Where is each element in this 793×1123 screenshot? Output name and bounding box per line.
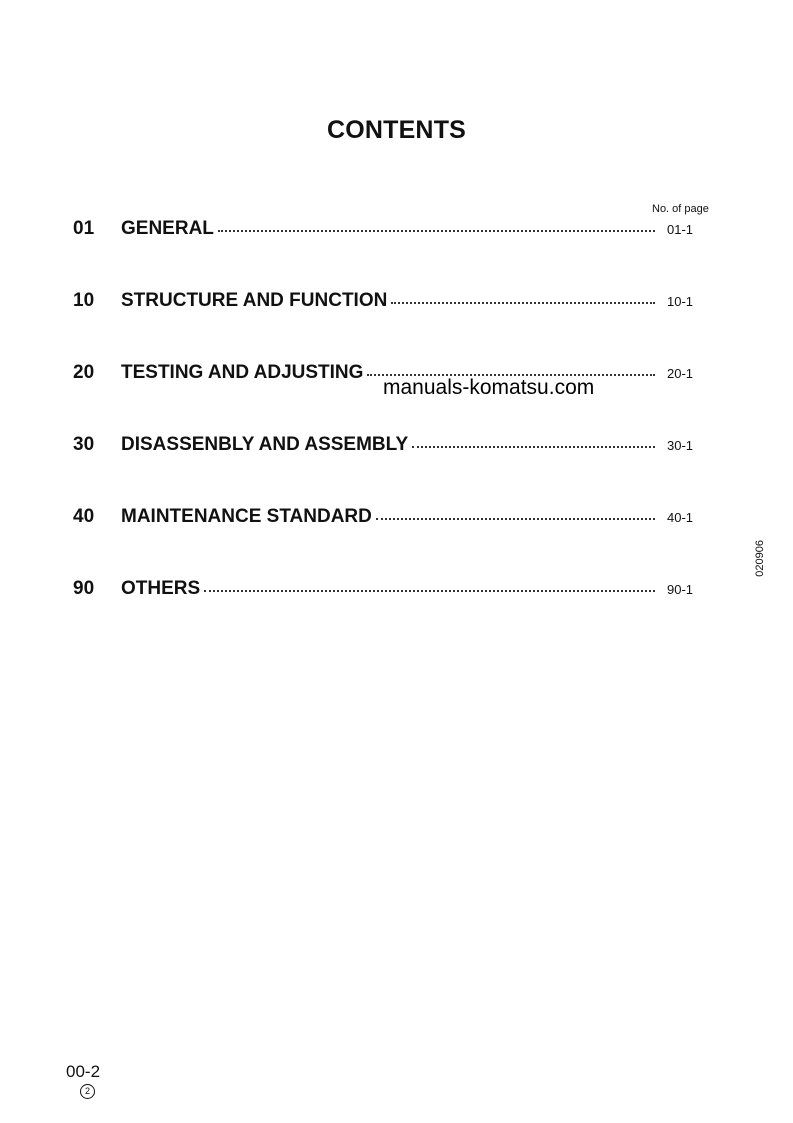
toc-entry-maintenance-standard[interactable]	[73, 506, 699, 536]
toc-entry-title: DISASSENBLY AND ASSEMBLY	[121, 434, 409, 455]
footer-revision-badge: 2	[80, 1084, 95, 1099]
dot-leader	[412, 446, 655, 448]
toc-entry-number: 10	[73, 290, 95, 311]
page-title: CONTENTS	[326, 116, 467, 144]
toc-entry-title: TESTING AND ADJUSTING	[121, 362, 364, 383]
toc-entry-title: GENERAL	[121, 218, 214, 239]
toc-entry-page: 30-1	[667, 438, 694, 453]
toc-entry-title: OTHERS	[121, 578, 201, 599]
toc-entry-number: 40	[73, 506, 95, 527]
toc-entry-page: 90-1	[667, 582, 694, 597]
toc-entry-others[interactable]	[73, 578, 699, 608]
toc-entry-number: 30	[73, 434, 95, 455]
toc-entry-number: 90	[73, 578, 95, 599]
toc-entry-page: 40-1	[667, 510, 694, 525]
toc-entry-page: 01-1	[667, 222, 694, 237]
toc-entry-title: MAINTENANCE STANDARD	[121, 506, 372, 527]
toc-entry-general[interactable]	[73, 218, 699, 248]
toc-entry-disassembly-and-assembly[interactable]	[73, 434, 699, 464]
toc-entry-title: STRUCTURE AND FUNCTION	[121, 290, 388, 311]
toc-entry-structure-and-function[interactable]	[73, 290, 699, 320]
toc-entry-number: 20	[73, 362, 95, 383]
side-document-code: 020906	[754, 540, 766, 577]
dot-leader	[218, 230, 655, 232]
page-column-header: No. of page	[652, 203, 709, 215]
toc-entry-number: 01	[73, 218, 95, 239]
toc-entry-page: 10-1	[667, 294, 694, 309]
watermark-text: manuals-komatsu.com	[383, 376, 595, 399]
dot-leader	[391, 302, 655, 304]
footer-page-number: 00-2	[66, 1062, 101, 1081]
toc-entry-page: 20-1	[667, 366, 694, 381]
dot-leader	[204, 590, 655, 592]
dot-leader	[376, 518, 655, 520]
